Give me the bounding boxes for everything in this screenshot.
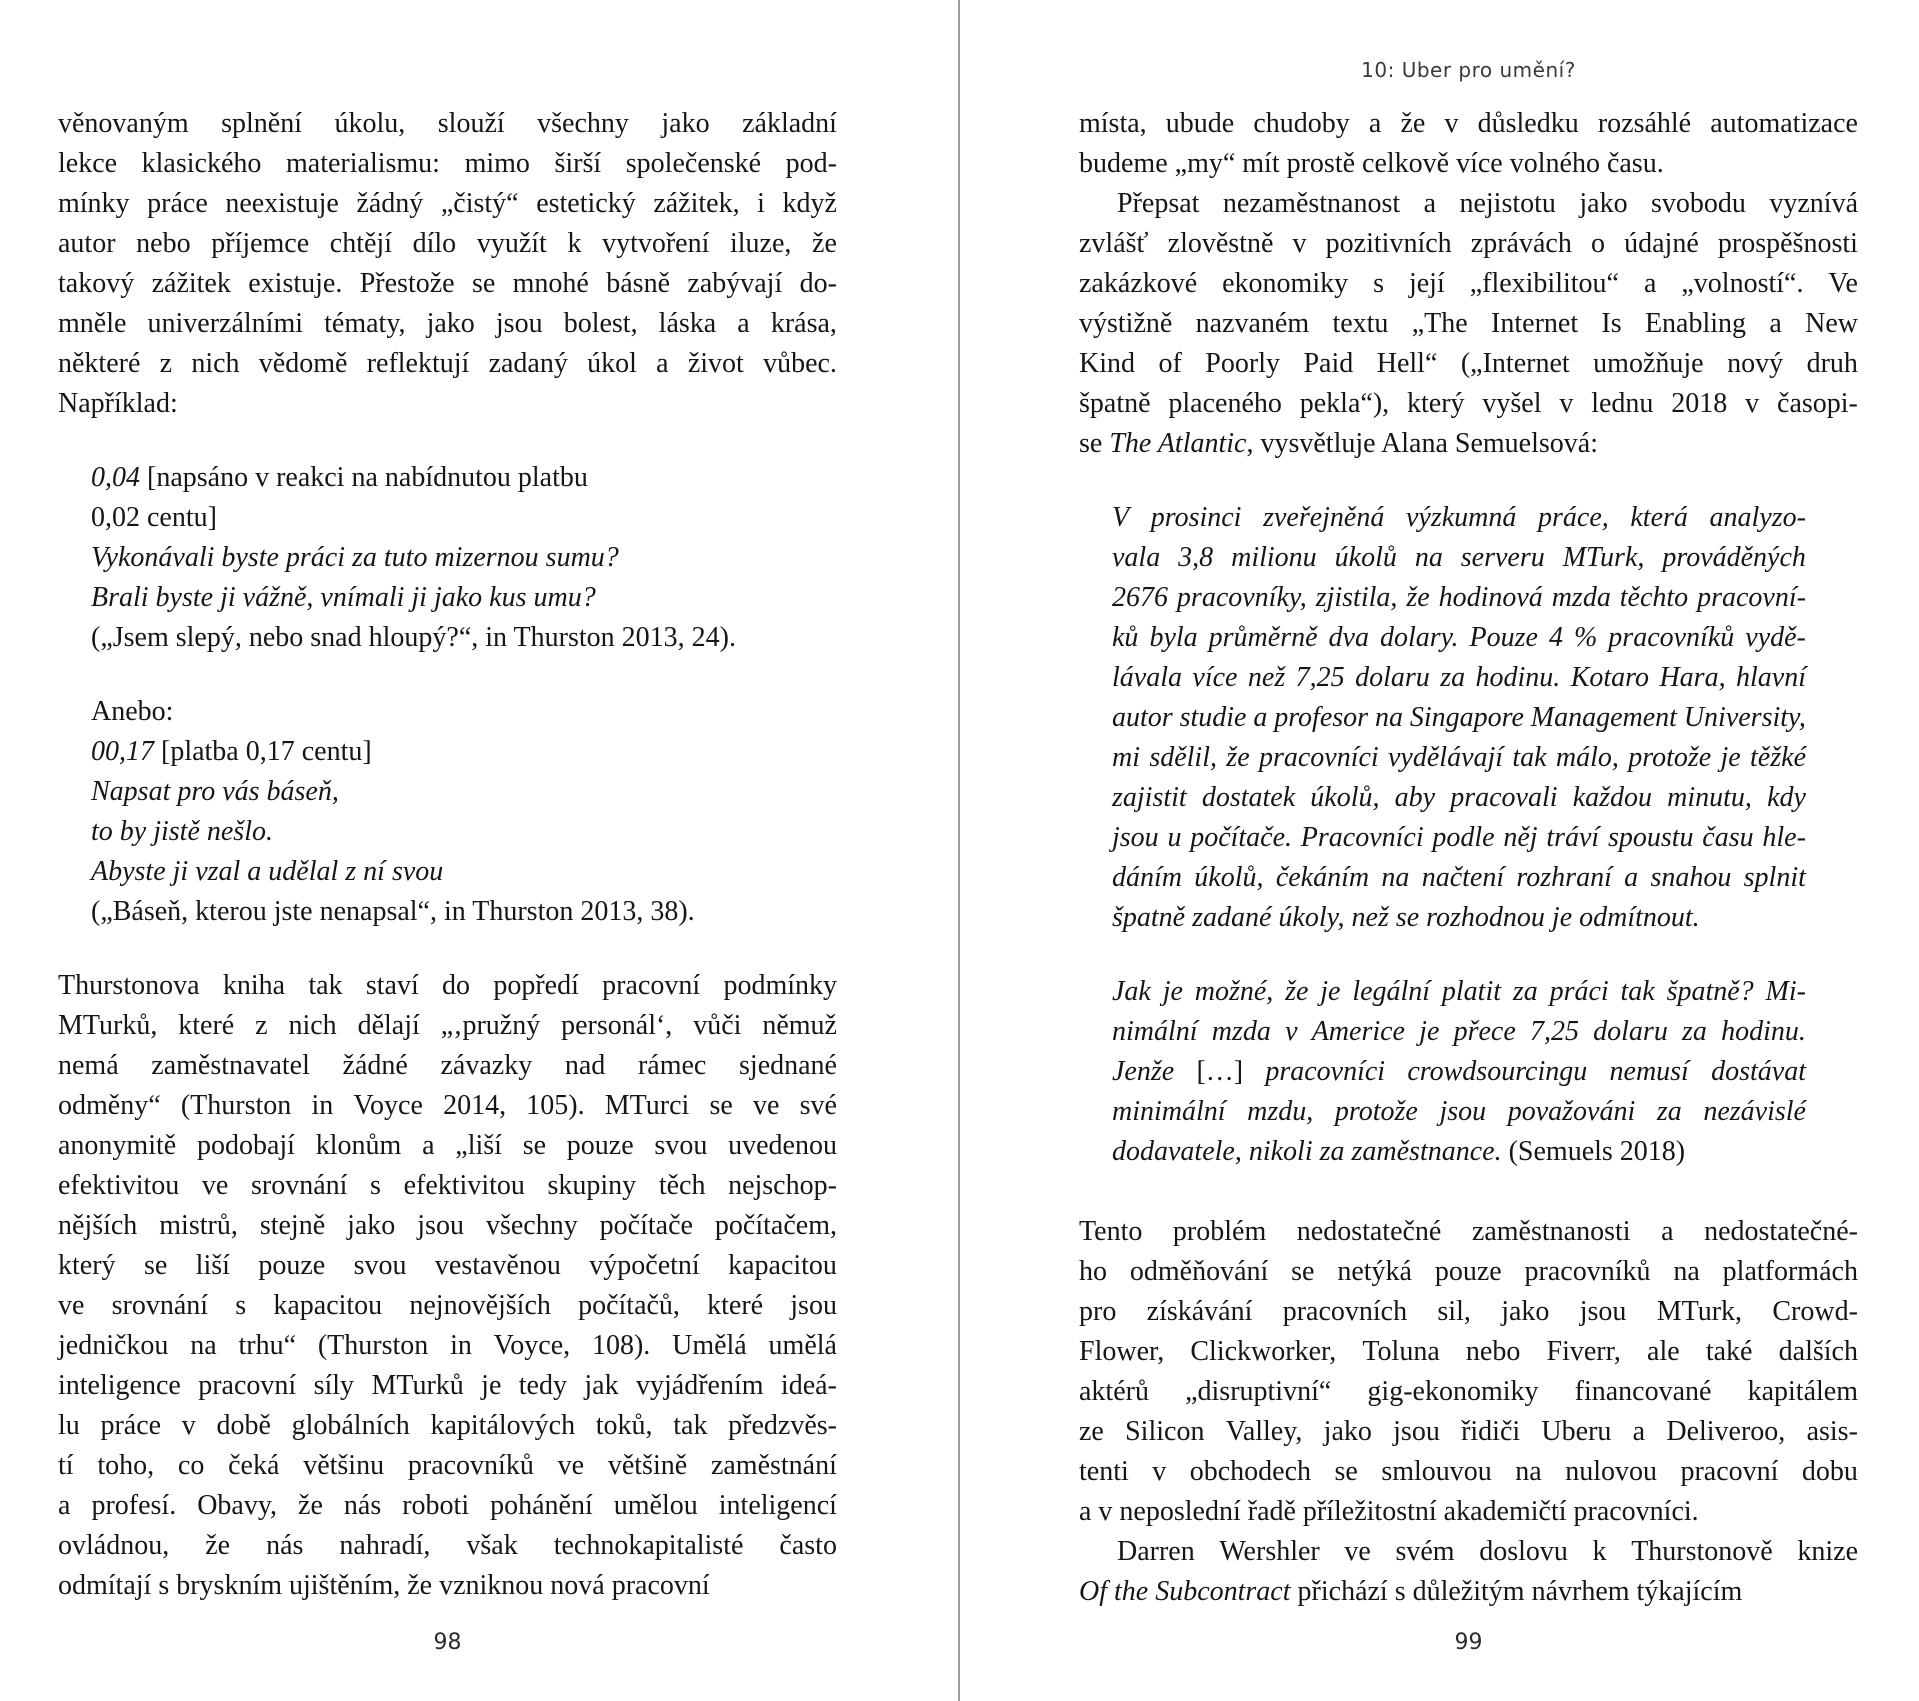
text-line: nějších mistrů, stejně jako jsou všechny počítače počítačem, (58, 1210, 837, 1241)
text-line: ho odměňování se netýká pouze pracovníků na platformách (1079, 1256, 1858, 1287)
text-line: lekce klasického materialismu: mimo širší společenské pod- (58, 148, 837, 179)
text-line: ovládnou, že nás nahradí, však technokapitalisté často (58, 1530, 837, 1561)
text-line: zajistit dostatek úkolů, aby pracovali každou minutu, kdy (1112, 782, 1806, 813)
page-right (1079, 0, 1858, 1701)
text-line: 0,02 centu] (91, 502, 217, 533)
text-line: věnovaným splnění úkolu, slouží všechny jako základní (58, 108, 837, 139)
block-quote (1112, 972, 1806, 1172)
text-line: Kind of Poorly Paid Hell“ („Internet umožňuje nový druh (1079, 348, 1858, 379)
text-line: nimální mzda v Americe je přece 7,25 dolaru za hodinu. (1112, 1016, 1806, 1047)
text-line: Brali byste ji vážně, vnímali ji jako kus umu? (91, 582, 596, 613)
text-line: špatně placeného pekla“), který vyšel v lednu 2018 v časopi- (1079, 388, 1858, 419)
text-line: Jak je možné, že je legální platit za práci tak špatně? Mi- (1112, 976, 1806, 1007)
text-line: místa, ubude chudoby a že v důsledku rozsáhlé automatizace (1079, 108, 1858, 139)
text-line: ve srovnání s kapacitou nejnovějších počítačů, které jsou (58, 1290, 837, 1321)
text-line: a profesí. Obavy, že nás roboti pohánění umělou inteligencí (58, 1490, 837, 1521)
text-line: jedničkou na trhu“ (Thurston in Voyce, 108). Umělá umělá (58, 1330, 837, 1361)
text-line: („Jsem slepý, nebo snad hloupý?“, in Thurston 2013, 24). (91, 622, 736, 653)
text-line: nemá zaměstnavatel žádné závazky nad rámec sjednané (58, 1050, 837, 1081)
paragraph (58, 104, 837, 424)
text-line: inteligence pracovní síly MTurků je tedy jak vyjádřením ideá- (58, 1370, 837, 1401)
text-line: Flower, Clickworker, Toluna nebo Fiverr, ale také dalších (1079, 1336, 1858, 1367)
text-line: 00,17 [platba 0,17 centu] (91, 736, 372, 767)
block-quote (91, 458, 837, 658)
text-line: minimální mzdu, protože jsou považováni za nezávislé (1112, 1096, 1806, 1127)
text-line: Tento problém nedostatečné zaměstnanosti a nedostatečné- (1079, 1216, 1858, 1247)
text-line: dodavatele, nikoli za zaměstnance. (Semuels 2018) (1112, 1136, 1686, 1167)
text-line: mi sdělil, že pracovníci vydělávají tak málo, protože je těžké (1112, 742, 1806, 773)
text-line: Thurstonova kniha tak staví do popředí pracovní podmínky (58, 970, 837, 1001)
page-left-text (58, 104, 837, 1606)
text-line: zakázkové ekonomiky s její „flexibilitou“ a „volností“. Ve (1079, 268, 1858, 299)
text-line: mínky práce neexistuje žádný „čistý“ estetický zážitek, i když (58, 188, 837, 219)
text-line: Of the Subcontract přichází s důležitým návrhem týkajícím (1079, 1576, 1743, 1607)
text-line: dáním úkolů, čekáním na načtení rozhraní a snahou splnit (1112, 862, 1806, 893)
page-number-right: 99 (1454, 1630, 1483, 1655)
paragraph (1079, 184, 1858, 464)
text-line: Abyste ji vzal a udělal z ní svou (91, 856, 444, 887)
text-line: jsou u počítače. Pracovníci podle něj tráví spoustu času hle- (1112, 822, 1806, 853)
text-line: pro získávání pracovních sil, jako jsou MTurk, Crowd- (1079, 1296, 1858, 1327)
text-line: anonymitě podobají klonům a „liší se pouze svou uvedenou (58, 1130, 837, 1161)
text-line: Darren Wershler ve svém doslovu k Thurstonově knize (1117, 1536, 1858, 1567)
running-header: 10: Uber pro umění? (1361, 58, 1576, 82)
text-line: budeme „my“ mít prostě celkově více volného času. (1079, 148, 1664, 179)
page-left (58, 0, 837, 1701)
text-line: některé z nich vědomě reflektují zadaný úkol a život vůbec. (58, 348, 837, 379)
text-line: to by jistě nešlo. (91, 816, 273, 847)
text-line: autor studie a profesor na Singapore Management University, (1112, 702, 1806, 733)
text-line: Vykonávali byste práci za tuto mizernou sumu? (91, 542, 619, 573)
paragraph (1079, 104, 1858, 184)
text-line: („Báseň, kterou jste nenapsal“, in Thurston 2013, 38). (91, 896, 695, 927)
text-line: lávala více než 7,25 dolaru za hodinu. Kotaro Hara, hlavní (1112, 662, 1806, 693)
text-line: výstižně nazvaném textu „The Internet Is Enabling a New (1079, 308, 1858, 339)
text-line: Anebo: (91, 696, 174, 727)
block-quote (91, 692, 837, 932)
text-line: Přepsat nezaměstnanost a nejistotu jako svobodu vyznívá (1117, 188, 1858, 219)
text-line: V prosinci zveřejněná výzkumná práce, která analyzo- (1112, 502, 1806, 533)
text-line: odmítají s bryskním ujištěním, že vzniknou nová pracovní (58, 1570, 710, 1601)
text-line: 2676 pracovníky, zjistila, že hodinová mzda těchto pracovní- (1112, 582, 1806, 613)
text-line: autor nebo příjemce chtějí dílo využít k vytvoření iluze, že (58, 228, 837, 259)
text-line: tí toho, co čeká většinu pracovníků ve většině zaměstnání (58, 1450, 837, 1481)
paragraph (58, 966, 837, 1606)
text-line: MTurků, které z nich dělají „‚pružný personál‘, vůči němuž (58, 1010, 837, 1041)
text-line: se The Atlantic, vysvětluje Alana Semuelsová: (1079, 428, 1598, 459)
text-line: lu práce v době globálních kapitálových toků, tak předzvěs- (58, 1410, 837, 1441)
text-line: mněle univerzálními tématy, jako jsou bolest, láska a krása, (58, 308, 837, 339)
text-line: tenti v obchodech se smlouvou na nulovou pracovní dobu (1079, 1456, 1858, 1487)
block-quote (1112, 498, 1806, 938)
page-divider (958, 0, 960, 1701)
text-line: 0,04 [napsáno v reakci na nabídnutou platbu (91, 462, 588, 493)
text-line: ze Silicon Valley, jako jsou řidiči Uberu a Deliveroo, asis- (1079, 1416, 1858, 1447)
paragraph (1079, 1532, 1858, 1612)
text-line: odměny“ (Thurston in Voyce 2014, 105). MTurci se ve své (58, 1090, 837, 1121)
text-line: Napsat pro vás báseň, (91, 776, 339, 807)
text-line: Například: (58, 388, 178, 419)
text-line: vala 3,8 milionu úkolů na serveru MTurk, prováděných (1112, 542, 1806, 573)
text-line: zvlášť zlověstně v pozitivních zprávách o údajné prospěšnosti (1079, 228, 1858, 259)
paragraph (1079, 1212, 1858, 1532)
text-line: špatně zadané úkoly, než se rozhodnou je odmítnout. (1112, 902, 1700, 933)
text-line: takový zážitek existuje. Přestože se mnohé básně zabývají do- (58, 268, 837, 299)
text-line: Jenže […] pracovníci crowdsourcingu nemusí dostávat (1112, 1056, 1806, 1087)
page-right-text (1079, 104, 1858, 1612)
text-line: aktérů „disruptivní“ gig-ekonomiky financované kapitálem (1079, 1376, 1858, 1407)
text-line: a v neposlední řadě příležitostní akademičtí pracovníci. (1079, 1496, 1699, 1527)
page-number-left: 98 (433, 1630, 462, 1655)
text-line: který se liší pouze svou vestavěnou výpočetní kapacitou (58, 1250, 837, 1281)
text-line: ků byla průměrně dva dolary. Pouze 4 % pracovníků vydě- (1112, 622, 1806, 653)
text-line: efektivitou ve srovnání s efektivitou skupiny těch nejschop- (58, 1170, 837, 1201)
